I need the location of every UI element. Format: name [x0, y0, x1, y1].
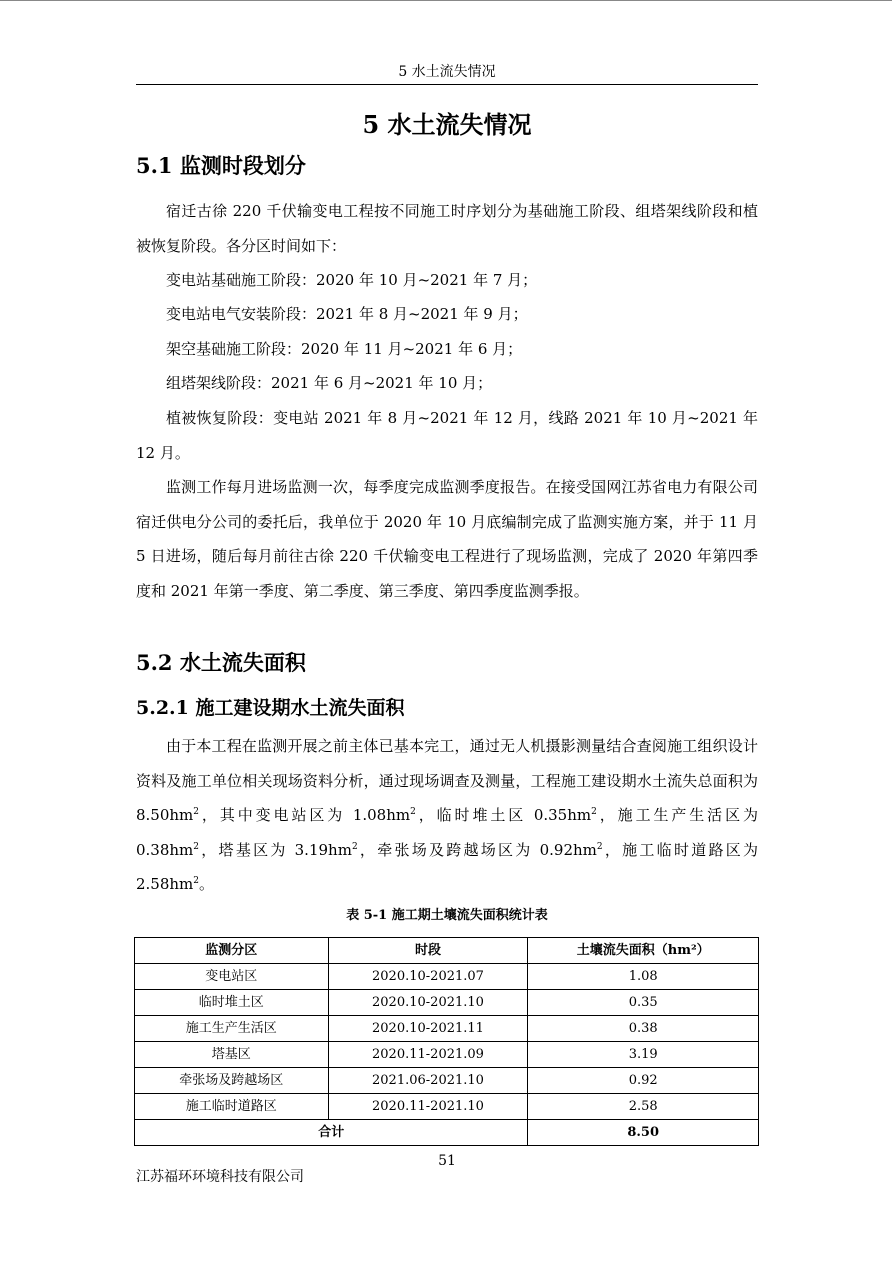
section-heading-5-2-1: 5.2.1 施工建设期水土流失面积: [136, 697, 405, 719]
table-row: [135, 1016, 759, 1042]
total-value: 8.50: [528, 1120, 759, 1146]
cell-zone: 施工临时道路区: [135, 1094, 329, 1120]
cell-period: 2020.10-2021.10: [328, 990, 528, 1016]
header-area: 土壤流失面积（hm²）: [528, 938, 759, 964]
header-period: 时段: [328, 938, 528, 964]
cell-area: 1.08: [528, 964, 759, 990]
erosion-area-table: [134, 937, 759, 1146]
list-item-overhead-foundation: 架空基础施工阶段：2020 年 11 月~2021 年 6 月；: [166, 340, 523, 358]
table-total-row: [135, 1120, 759, 1146]
table-row: [135, 1042, 759, 1068]
cell-period: 2020.11-2021.10: [328, 1094, 528, 1120]
footer-company: 江苏福环环境科技有限公司: [136, 1169, 304, 1185]
cell-zone: 变电站区: [135, 964, 329, 990]
running-header: 5 水土流失情况: [398, 64, 496, 80]
list-item-substation-electrical: 变电站电气安装阶段：2021 年 8 月~2021 年 9 月；: [166, 305, 528, 323]
page-top-border: [0, 0, 892, 1]
cell-zone: 塔基区: [135, 1042, 329, 1068]
cell-period: 2020.10-2021.07: [328, 964, 528, 990]
table-caption: 表 5-1 施工期土壤流失面积统计表: [346, 908, 548, 923]
table-row: [135, 990, 759, 1016]
list-item-tower-stringing: 组塔架线阶段：2021 年 6 月~2021 年 10 月；: [166, 374, 493, 392]
table-header-row: [135, 938, 759, 964]
cell-period: 2021.06-2021.10: [328, 1068, 528, 1094]
cell-zone: 牵张场及跨越场区: [135, 1068, 329, 1094]
cell-area: 0.92: [528, 1068, 759, 1094]
paragraph-erosion-area: 由于本工程在监测开展之前主体已基本完工，通过无人机摄影测量结合查阅施工组织设计资料及施工单位相关现场资料分析，通过现场调查及测量，工程施工建设期水土流失总面积为 $8.50hm^2$，其中变电站区为 $1.08hm^2$，临时堆土区 $0.35hm^2$，施工生产生活区为 $0.38hm^2$，塔基区为 $3.19hm^2$，牵张场及跨越场区为 $0.92hm^2$，施工临时道路区为 $2.58hm^2$。: [136, 737, 758, 894]
page-number: 51: [438, 1153, 456, 1169]
chapter-title: 5 水土流失情况: [362, 110, 532, 139]
list-item-vegetation-recovery: 植被恢复阶段：变电站 2021 年 8 月~2021 年 12 月，线路 2021 年 10 月~2021 年 12 月。: [136, 409, 758, 462]
table-row: [135, 964, 759, 990]
cell-zone: 临时堆土区: [135, 990, 329, 1016]
cell-zone: 施工生产生活区: [135, 1016, 329, 1042]
section-heading-5-2: 5.2 水土流失面积: [136, 650, 306, 675]
section-heading-5-1: 5.1 监测时段划分: [136, 153, 306, 178]
table-row: [135, 1068, 759, 1094]
header-rule: [136, 84, 758, 85]
paragraph-intro: 宿迁古徐 220 千伏输变电工程按不同施工时序划分为基础施工阶段、组塔架线阶段和植被恢复阶段。各分区时间如下：: [136, 202, 758, 255]
total-label: 合计: [135, 1120, 528, 1146]
cell-area: 3.19: [528, 1042, 759, 1068]
cell-area: 2.58: [528, 1094, 759, 1120]
header-zone: 监测分区: [135, 938, 329, 964]
cell-period: 2020.11-2021.09: [328, 1042, 528, 1068]
cell-period: 2020.10-2021.11: [328, 1016, 528, 1042]
cell-area: 0.35: [528, 990, 759, 1016]
paragraph-monitoring-work: 监测工作每月进场监测一次，每季度完成监测季度报告。在接受国网江苏省电力有限公司宿迁供电分公司的委托后，我单位于 2020 年 10 月底编制完成了监测实施方案，并于 11 月 5 日进场，随后每月前往古徐 220 千伏输变电工程进行了现场监测，完成了 2020 年第四季度和 2021 年第一季度、第二季度、第三季度、第四季度监测季报。: [136, 478, 758, 600]
table-row: [135, 1094, 759, 1120]
list-item-substation-foundation: 变电站基础施工阶段：2020 年 10 月~2021 年 7 月；: [166, 271, 538, 289]
cell-area: 0.38: [528, 1016, 759, 1042]
